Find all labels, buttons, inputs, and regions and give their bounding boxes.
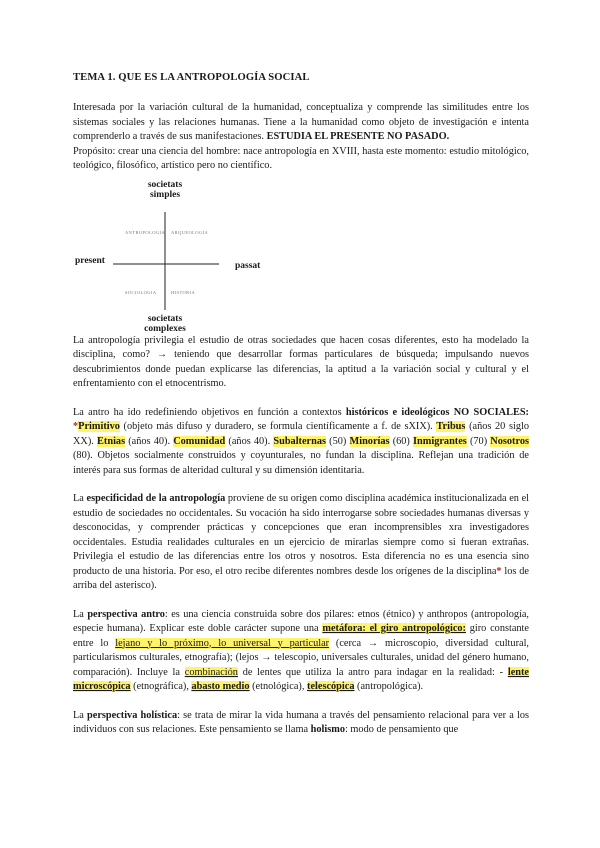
obj-t7: (50) <box>326 435 350 447</box>
spec-t3: los de arriba del asterisco). <box>73 565 529 591</box>
obj-t6: (años 40). <box>225 435 274 447</box>
obj-bold: históricos e ideológicos NO SOCIALES <box>345 406 526 418</box>
obj-t9: (70) <box>466 435 491 447</box>
term-inmigrantes: Inmigrantes <box>413 435 467 447</box>
spec-t1: La <box>73 493 87 504</box>
obj-colon: : <box>525 406 529 418</box>
term-lente: lente microscópica <box>73 666 529 692</box>
holi-bold: perspectiva holística <box>87 709 178 721</box>
obj-t3: (objeto más difuso y duradero, se formula científicamente a f. de sXIX). <box>119 421 437 432</box>
spec-bold: especificidad de la antropología <box>86 493 226 504</box>
term-telescopica: telescópica <box>307 681 355 692</box>
paragraph-intro <box>73 101 529 145</box>
page-title: TEMA 1. QUE ES LA ANTROPOLOGÍA SOCIAL <box>73 72 310 83</box>
paragraph-objectives <box>73 406 529 479</box>
paragraph-holistic <box>73 709 529 738</box>
term-combinacion: combinación <box>184 666 238 678</box>
term-metafora: metáfora: el giro antropológico: <box>322 623 466 634</box>
persp-t5: de lentes que utiliza la antro para indagar en la realidad: - <box>237 666 508 678</box>
holi-t1: La <box>73 709 88 721</box>
persp-bold: perspectiva antro <box>87 608 165 620</box>
persp-t7: (etnológica), <box>249 681 308 692</box>
term-comunidad: Comunidad <box>173 435 226 447</box>
persp-t4: (cerca → microscopio, diversidad cultural, particularismos culturales, etnografía); (lejos → telescopio, universales culturales, unidad del género humano, comparación). Incluye la <box>73 637 530 678</box>
term-lejano: lejano y lo próximo, lo universal y particular <box>115 637 330 649</box>
diagram-axes <box>73 178 529 326</box>
intro-bold: ESTUDIA EL PRESENTE NO PASADO. <box>266 131 450 142</box>
bottom-label-line1: societats <box>147 313 183 324</box>
persp-t2: : es una ciencia construida sobre dos pilares: etnos (étnico) y anthropos (antropología, especie humana). Explicar este doble carácter supone una <box>73 608 529 634</box>
paragraph-perspective <box>73 608 529 695</box>
obj-t4: (años 20 siglo XX). <box>73 421 529 447</box>
top-axis-label <box>137 180 193 200</box>
paragraph-specificity <box>73 492 529 594</box>
top-label-line2: simples <box>149 189 181 200</box>
right-axis-label: passat <box>235 260 261 271</box>
term-primitivo: Primitivo <box>78 421 120 432</box>
asterisk-marker: * <box>73 421 79 432</box>
quadrant-sociologia: SOCIOLOGIA <box>125 289 157 295</box>
persp-t1: La <box>73 608 88 620</box>
document-page <box>73 72 529 738</box>
spec-asterisk: * <box>496 565 502 577</box>
obj-t5: (años 40). <box>125 435 174 447</box>
term-abasto: abasto medio <box>191 681 250 692</box>
obj-t10: (80). Objetos socialmente construidos y coyunturales, no fundan la disciplina. Reflejan una tradición de interés para sus formas de alteridad cultural y su dimensión identitaria. <box>73 450 529 476</box>
obj-t8: (60) <box>389 435 414 447</box>
term-subalternas: Subalternas <box>273 435 327 447</box>
term-etnias: Etnias <box>97 435 126 447</box>
disciplines-diagram <box>73 178 529 334</box>
quadrant-antropologia: ANTROPOLOGIA <box>125 229 166 235</box>
term-nosotros: Nosotros <box>490 435 530 447</box>
bottom-axis-label <box>135 314 195 334</box>
quadrant-arqueologia: ARQUEOLOGIA <box>171 229 209 235</box>
quadrant-historia: HISTORIA <box>171 289 196 295</box>
paragraph-purpose: Propósito: crear una ciencia del hombre: nace antropología en XVIII, hasta este momento: estudio mitológico, teológico, filosófico, artístico pero no científico. <box>73 145 529 171</box>
persp-t3: giro constante entre lo <box>73 623 529 649</box>
paragraph-privilege: La antropología privilegia el estudio de otras sociedades que hacen cosas diferentes, esto ha modelado la disciplina, como? → teniendo que desarrollar formas particulares de búsqueda; impulsando nuevos descubrimientos donde puedan explicarse las diferencias, la aptitud a la variación social y cultural y el enfrentamiento con el etnocentrismo. <box>73 334 529 389</box>
term-holismo: holismo <box>310 724 345 735</box>
persp-t8: (antropológica). <box>354 681 424 692</box>
holi-t2: : se trata de mirar la vida humana a través del pensamiento relacional para ver a los individuos con sus relaciones. Este pensamiento se llama <box>73 709 530 735</box>
holi-t3: : modo de pensamiento que <box>344 724 459 735</box>
term-tribus: Tribus <box>436 421 466 432</box>
obj-t1: La antro ha ido redefiniendo objetivos en función a contextos <box>73 406 346 418</box>
spec-t2: proviene de su origen como disciplina académica institucionalizada en el estudio de sociedades no occidentales. Su vocación ha sido interrogarse sobre sociedades humanas diversas y desconocidas, y comprender prácticas y concepciones que eran incomprensibles xra investigadores occidentales. Estudia realidades culturales en un ejercicio de mirarlas siempre como si fueran extrañas. Privilegia el estudio de las diferencias entre los otros y nosotros. Esta diferencia no es una esencia sino producto de una historia. Por eso, el otro recibe diferentes nombres desde los orígenes de la disciplina <box>73 493 530 577</box>
intro-text: Interesada por la variación cultural de la humanidad, conceptualiza y comprende las similitudes entre los sistemas sociales y las relaciones humanas. Tiene a la humanidad como objeto de investigación e intenta comprenderlo a través de sus manifestaciones. <box>73 102 529 142</box>
term-minorias: Minorías <box>349 435 390 447</box>
bottom-label-line2: complexes <box>144 323 186 334</box>
left-axis-label: present <box>75 255 105 266</box>
persp-t6: (etnográfica), <box>130 681 192 692</box>
top-label-line1: societats <box>147 179 183 190</box>
